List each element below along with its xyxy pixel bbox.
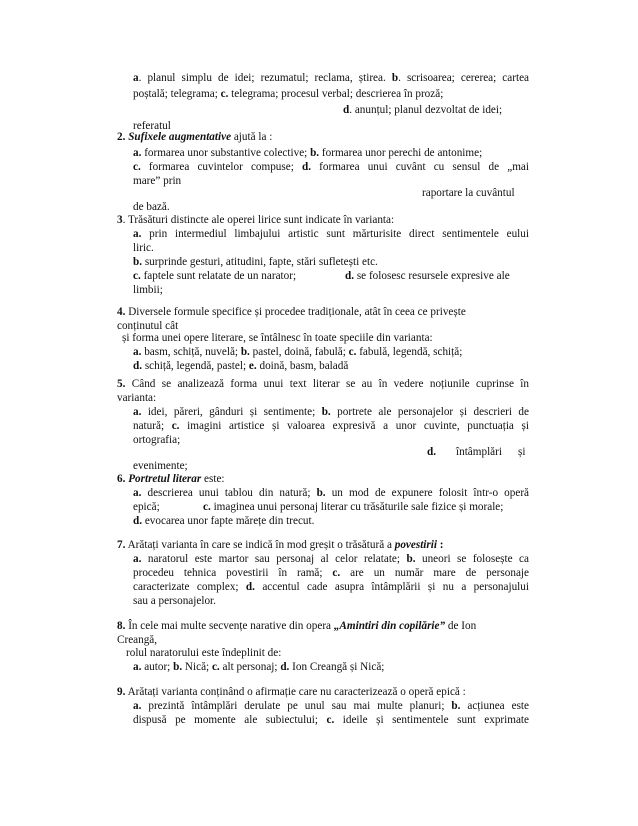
question-8: 8. În cele mai multe secvențe narative din opera „Amintiri din copilărie” de Ion (117, 620, 477, 632)
question-6: 6. Portretul literar este: (117, 473, 225, 485)
question-4: 4. Diversele formule specifice și procedee tradiționale, atât în ceea ce privește (117, 306, 466, 318)
option-line: b. surprinde gesturi, atitudini, fapte, stări sufletești etc. (133, 256, 378, 268)
text-line: Creangă, (117, 634, 158, 646)
option-line: d. schiță, legendă, pastel; e. doină, basm, baladă (133, 360, 349, 372)
option-line: c. faptele sunt relatate de un narator; (133, 270, 297, 282)
text-line: epică; (133, 501, 160, 513)
option-line: natură; c. imagini artistice și valoarea expresivă a unor cuvinte, punctuația și (133, 420, 530, 432)
text-line: și forma unei opere literare, se întâlnesc în toate speciile din varianta: (122, 332, 433, 344)
option-line: a. idei, păreri, gânduri și sentimente; b. portrete ale personajelor și descrieri de (133, 406, 529, 418)
text-line: raportare la cuvântul (422, 187, 515, 199)
text-line: conținutul cât (117, 320, 179, 332)
text-line: referatul (133, 120, 171, 132)
text-line: d. anunțul; planul dezvoltat de idei; (343, 104, 503, 116)
option-line: a. prin intermediul limbajului artistic sunt mărturisite direct sentimentele eului (133, 228, 529, 240)
question-2: 2. Sufixele augmentative ajută la : (117, 131, 273, 143)
text-line: poștală; telegrama; c. telegrama; procesul verbal; descrierea în proză; (133, 88, 444, 100)
option-line: a. naratorul este martor sau personaj al celor relatate; b. uneori se folosește ca (133, 553, 529, 565)
text-line: evenimente; (133, 460, 188, 472)
option-line: întâmplări (456, 446, 502, 458)
question-7: 7. Arătați varianta în care se indică în mod greșit o trăsătură a povestirii : (117, 539, 444, 551)
option-line: d. se folosesc resursele expresive ale (345, 270, 510, 282)
text-line: rolul naratorului este îndeplinit de: (126, 647, 282, 659)
option-line: a. basm, schiță, nuvelă; b. pastel, doină, fabulă; c. fabulă, legendă, schiță; (133, 346, 463, 358)
text-line: limbii; (133, 284, 163, 296)
text-line: liric. (133, 242, 154, 254)
question-3: 3. Trăsături distincte ale operei lirice sunt indicate în varianta: (117, 214, 395, 226)
option-line: a. prezintă întâmplări derulate pe unul sau mai multe planuri; b. acțiunea este (133, 700, 529, 712)
text-line: mare” prin (133, 175, 182, 187)
option-line: procedeu tehnica povestirii în ramă; c. are un număr mare de personaje (133, 567, 529, 579)
option-line: a. formarea unor substantive colective; b. formarea unor perechi de antonime; (133, 147, 483, 159)
question-9: 9. Arătați varianta conținând o afirmație care nu caracterizează o operă epică : (117, 686, 466, 698)
text-line: ortografia; (133, 434, 181, 446)
text-line: sau a personajelor. (133, 595, 216, 607)
option-line: și (518, 446, 526, 458)
option-line: d. (427, 446, 437, 458)
text-line: varianta: (117, 392, 157, 404)
option-line: dispusă pe momente ale subiectului; c. ideile și sentimentele sunt exprimate (133, 714, 529, 726)
option-line: a. autor; b. Nică; c. alt personaj; d. Ion Creangă și Nică; (133, 661, 385, 673)
text-line: a. planul simplu de idei; rezumatul; reclama, știrea. b. scrisoarea; cererea; cartea (133, 72, 530, 84)
text-line: de bază. (133, 201, 170, 213)
option-line: d. evocarea unor fapte mărețe din trecut. (133, 515, 315, 527)
option-line: a. descrierea unui tablou din natură; b. un mod de expunere folosit într-o operă (133, 487, 530, 499)
question-5: 5. Când se analizează forma unui text literar se au în vedere noțiunile cuprinse în (117, 378, 529, 390)
option-line: c. formarea cuvintelor compuse; d. formarea unui cuvânt cu sensul de „mai (133, 161, 529, 173)
option-line: caracterizate complex; d. accentul cade asupra întâmplării și nu a personajului (133, 581, 529, 593)
option-line: c. imaginea unui personaj literar cu trăsăturile sale fizice și morale; (203, 501, 504, 513)
